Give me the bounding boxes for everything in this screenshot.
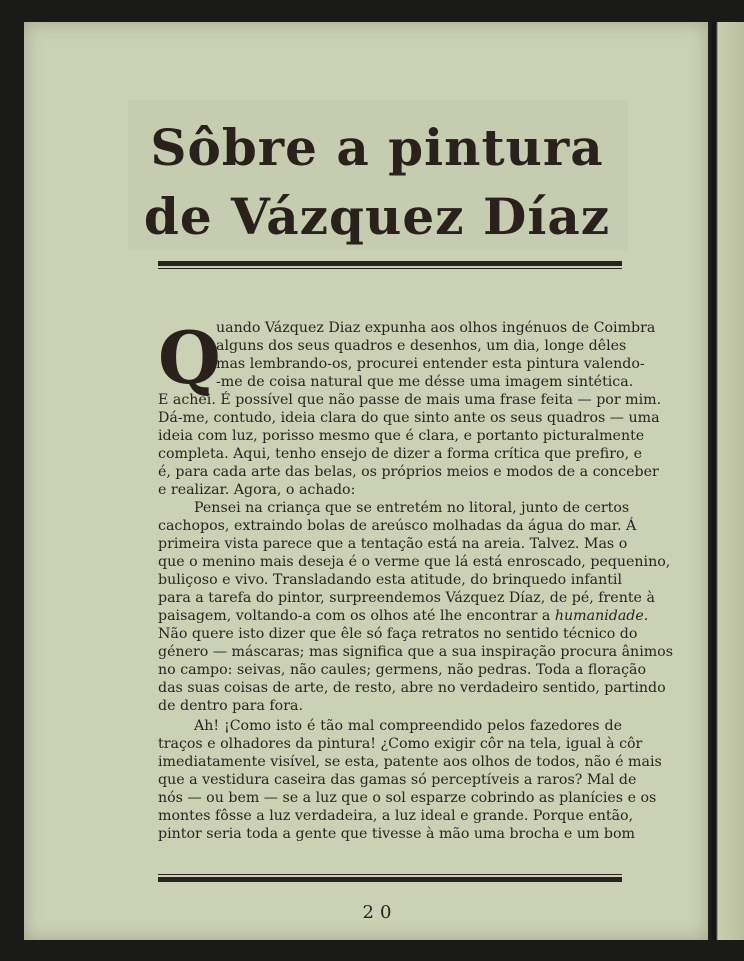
body-line: Não quere isto dizer que êle só faça retratos no sentido técnico do (158, 626, 638, 642)
body-line: -me de coisa natural que me désse uma imagem sintética. (216, 374, 634, 390)
footer-rule-thick (158, 877, 622, 882)
body-line: das suas coisas de arte, de resto, abre no verdadeiro sentido, partindo (158, 680, 666, 696)
body-line: que o menino mais deseja é o verme que lá está enroscado, pequenino, (158, 554, 671, 570)
body-line: pintor seria toda a gente que tivesse à mão uma brocha e um bom (158, 826, 636, 842)
body-line: para a tarefa do pintor, surpreendemos Vázquez Díaz, de pé, frente à (158, 590, 655, 606)
body-line (158, 607, 649, 625)
body-line: de dentro para fora. (158, 698, 303, 714)
body-line: montes fôsse a luz verdadeira, a luz ideal e grande. Porque então, (158, 808, 634, 824)
footer-rule-thin (158, 874, 622, 875)
body-line: mas lembrando-os, procurei entender esta pintura valendo- (216, 356, 645, 372)
title-rule-thin (158, 268, 622, 269)
body-line: completa. Aqui, tenho ensejo de dizer a forma crítica que prefiro, e (158, 446, 642, 462)
body-line: é, para cada arte das belas, os próprios meios e modos de a conceber (158, 464, 659, 480)
title-rule-thick (158, 261, 622, 266)
body-line: que a vestidura caseira das gamas só perceptíveis a raros? Mal de (158, 772, 637, 788)
article-title-line-2: de Vázquez Díaz (143, 187, 611, 246)
body-line: Dá-me, contudo, ideia clara do que sinto ante os seus quadros — uma (158, 410, 660, 426)
body-line: traços e olhadores da pintura! ¿Como exigir côr na tela, igual à côr (158, 736, 643, 752)
drop-cap: Q (158, 315, 221, 400)
body-line: Ah! ¡Como isto é tão mal compreendido pelos fazedores de (194, 718, 622, 734)
body-line: E achei. É possível que não passe de mais uma frase feita — por mim. (158, 392, 662, 408)
body-line: imediatamente visível, se esta, patente aos olhos de todos, não é mais (158, 754, 662, 770)
body-line: uando Vázquez Diaz expunha aos olhos ingénuos de Coimbra (216, 320, 656, 336)
body-line: género — máscaras; mas significa que a sua inspiração procura ânimos (158, 644, 674, 660)
page-number: 20 (362, 902, 398, 923)
emphasis-word: humanidade. (554, 608, 649, 624)
body-line: no campo: seivas, não caules; germens, não pedras. Toda a floração (158, 662, 647, 678)
body-line: Pensei na criança que se entretém no litoral, junto de certos (194, 500, 630, 516)
body-line: buliçoso e vivo. Transladando esta atitude, do brinquedo infantil (158, 572, 622, 588)
body-line: ideia com luz, porisso mesmo que é clara, e portanto picturalmente (158, 428, 645, 444)
body-line: primeira vista parece que a tentação está na areia. Talvez. Mas o (158, 536, 628, 552)
body-line: cachopos, extraindo bolas de areúsco molhadas da água do mar. Á (158, 518, 637, 534)
body-line: alguns dos seus quadros e desenhos, um dia, longe dêles (216, 338, 627, 354)
body-line: nós — ou bem — se a luz que o sol esparze cobrindo as planícies e os (158, 790, 657, 806)
body-line-text: paisagem, voltando-a com os olhos até lhe encontrar a (158, 608, 555, 624)
article-title-line-1: Sôbre a pintura (150, 118, 604, 177)
book-spine (708, 22, 744, 940)
body-line: e realizar. Agora, o achado: (158, 482, 356, 498)
